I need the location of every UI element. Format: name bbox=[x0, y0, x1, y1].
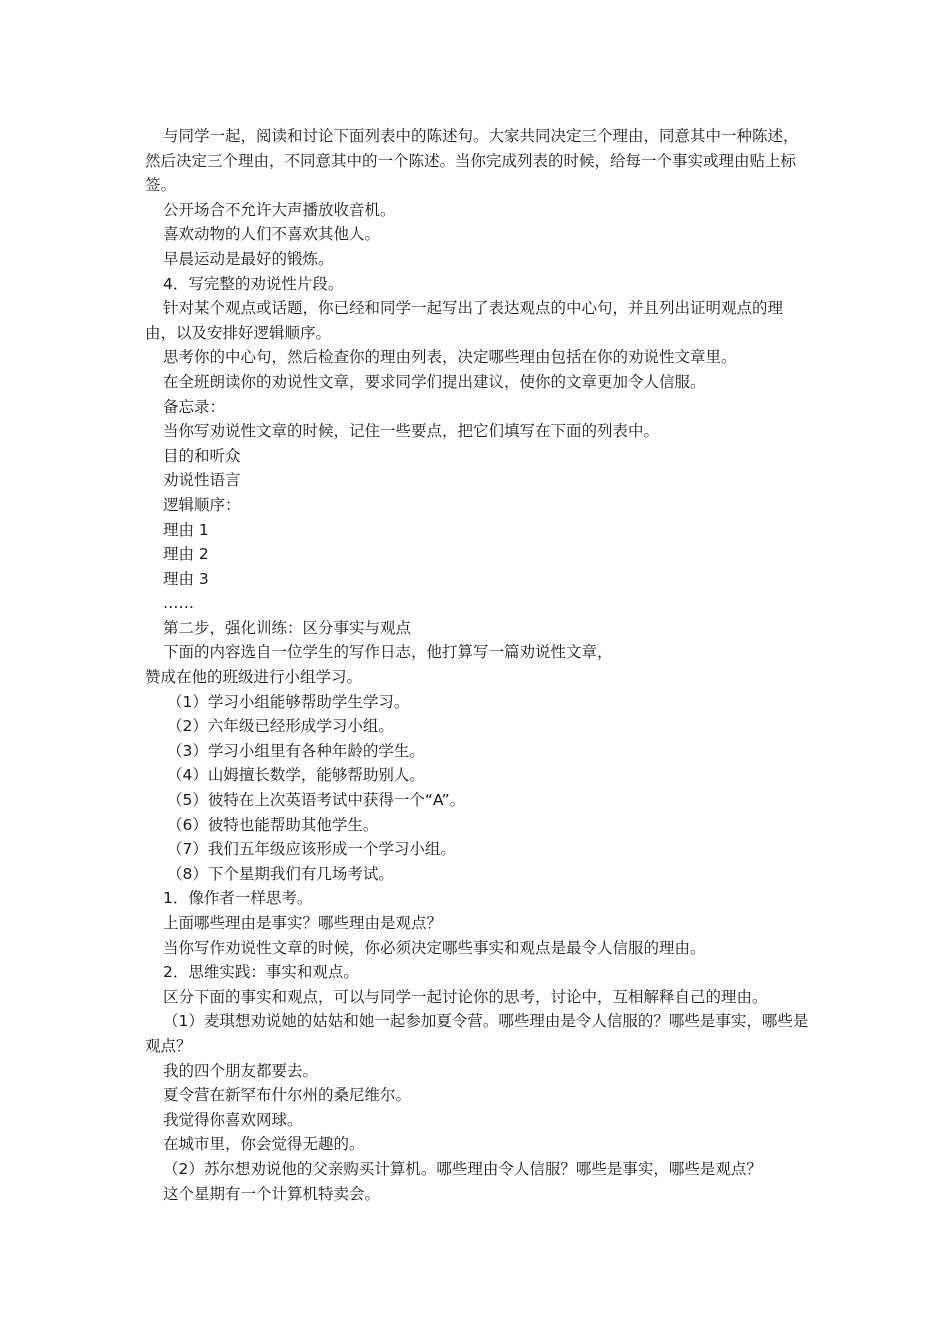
exercise-2-item-sale: 这个星期有一个计算机特卖会。 bbox=[163, 1184, 381, 1203]
paragraph-journal: 下面的内容选自一位学生的写作日志，他打算写一篇劝说性文章， bbox=[163, 643, 613, 662]
paragraph-journal-cont: 赞成在他的班级进行小组学习。 bbox=[145, 668, 363, 687]
list-item-1: （1）学习小组能够帮助学生学习。 bbox=[167, 692, 410, 711]
exercise-2-prompt: （2）苏尔想劝说他的父亲购买计算机。哪些理由令人信服？哪些是事实，哪些是观点？ bbox=[163, 1159, 762, 1178]
exercise-1-item-tennis: 我觉得你喜欢网球。 bbox=[163, 1110, 303, 1129]
list-item-4: （4）山姆擅长数学，能够帮助别人。 bbox=[167, 766, 425, 785]
section-heading-1: 1．像作者一样思考。 bbox=[163, 889, 313, 908]
statement-animals: 喜欢动物的人们不喜欢其他人。 bbox=[163, 225, 381, 244]
paragraph-distinguish: 区分下面的事实和观点，可以与同学一起讨论你的思考，讨论中，互相解释自己的理由。 bbox=[163, 987, 768, 1006]
section-heading-4: 4．写完整的劝说性片段。 bbox=[163, 274, 344, 293]
memo-item-purpose: 目的和听众 bbox=[163, 446, 241, 465]
paragraph-convincing: 当你写作劝说性文章的时候，你必须决定哪些事实和观点是最令人信服的理由。 bbox=[163, 938, 706, 957]
step-two-heading: 第二步，强化训练：区分事实与观点 bbox=[163, 618, 412, 637]
paragraph-think: 思考你的中心句，然后检查你的理由列表，决定哪些理由包括在你的劝说性文章里。 bbox=[163, 348, 737, 367]
memo-heading: 备忘录： bbox=[163, 397, 226, 416]
memo-item-language: 劝说性语言 bbox=[163, 471, 241, 490]
memo-ellipsis: …… bbox=[163, 594, 194, 613]
exercise-1-item-city: 在城市里，你会觉得无趣的。 bbox=[163, 1135, 365, 1154]
statement-exercise: 早晨运动是最好的锻炼。 bbox=[163, 249, 334, 268]
memo-reason-1: 理由 1 bbox=[163, 520, 209, 539]
section-heading-2: 2．思维实践：事实和观点。 bbox=[163, 963, 359, 982]
list-item-2: （2）六年级已经形成学习小组。 bbox=[167, 717, 394, 736]
exercise-1-item-camp: 夏令营在新罕布什尔州的桑尼维尔。 bbox=[163, 1086, 412, 1105]
list-item-6: （6）彼特也能帮助其他学生。 bbox=[167, 815, 379, 834]
memo-reason-2: 理由 2 bbox=[163, 545, 209, 564]
memo-instruction: 当你写劝说性文章的时候，记住一些要点，把它们填写在下面的列表中。 bbox=[163, 422, 660, 441]
paragraph-thesis: 针对某个观点或话题，你已经和同学一起写出了表达观点的中心句，并且列出证明观点的理由，以及安排好逻辑顺序。 bbox=[145, 299, 784, 342]
exercise-1-prompt: （1）麦琪想劝说她的姑姑和她一起参加夏令营。哪些理由是令人信服的？哪些是事实，哪些是观点？ bbox=[145, 1012, 809, 1055]
document-body bbox=[145, 124, 810, 1206]
paragraph-intro: 与同学一起，阅读和讨论下面列表中的陈述句。大家共同决定三个理由，同意其中一种陈述，然后决定三个理由，不同意其中的一个陈述。当你完成列表的时候，给每一个事实或理由贴上标签。 bbox=[145, 127, 799, 195]
list-item-7: （7）我们五年级应该形成一个学习小组。 bbox=[167, 840, 456, 859]
exercise-1-item-friends: 我的四个朋友都要去。 bbox=[163, 1061, 319, 1080]
memo-item-order: 逻辑顺序： bbox=[163, 495, 241, 514]
list-item-3: （3）学习小组里有各种年龄的学生。 bbox=[167, 741, 425, 760]
memo-reason-3: 理由 3 bbox=[163, 569, 209, 588]
statement-radio: 公开场合不允许大声播放收音机。 bbox=[163, 200, 396, 219]
list-item-8: （8）下个星期我们有几场考试。 bbox=[167, 864, 394, 883]
paragraph-read-aloud: 在全班朗读你的劝说性文章，要求同学们提出建议，使你的文章更加令人信服。 bbox=[163, 372, 706, 391]
question-fact-opinion: 上面哪些理由是事实？哪些理由是观点？ bbox=[163, 914, 443, 932]
list-item-5: （5）彼特在上次英语考试中获得一个“A”。 bbox=[167, 791, 466, 810]
